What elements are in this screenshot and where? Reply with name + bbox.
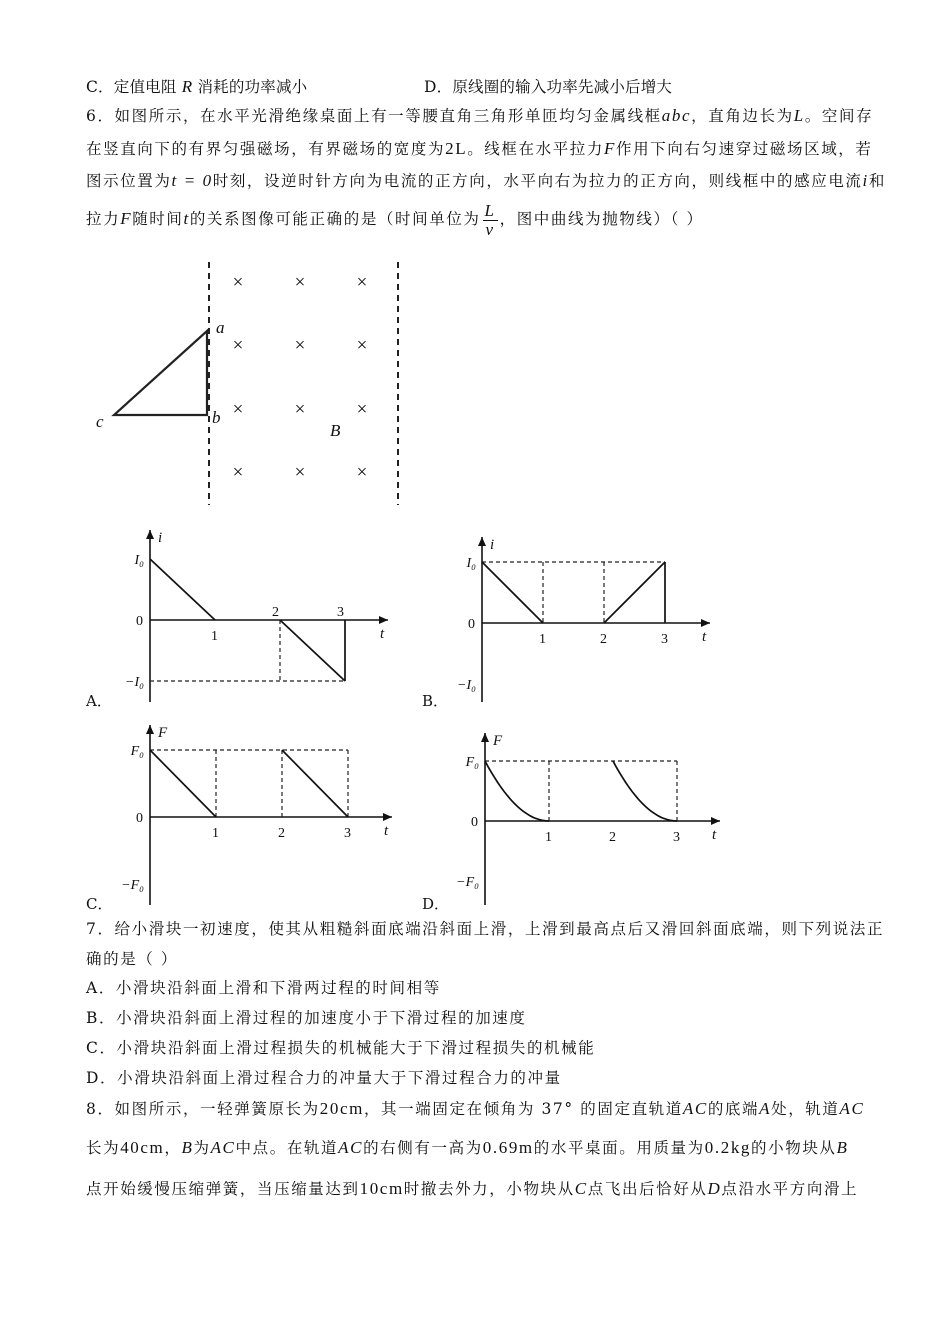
svg-text:×: × — [294, 335, 306, 356]
x-axis-arrow — [379, 616, 388, 624]
y-axis-arrow — [146, 530, 154, 539]
y-positive-label: I₀ — [466, 556, 476, 571]
option-b-label: B． — [422, 692, 449, 710]
q8-stem-line3: 点开始缓慢压缩弹簧，当压缩量达到10cm时撤去外力，小物块从C点飞出后恰好从D点沿水平方向滑上 — [86, 1179, 859, 1198]
y-negative-label: −I₀ — [457, 678, 476, 693]
x-tick-label: 2 — [600, 632, 607, 647]
origin-label: 0 — [136, 614, 143, 629]
vertex-c-label: c — [96, 412, 104, 431]
x-tick-label: 3 — [661, 632, 668, 647]
y-negative-label: −F₀ — [456, 875, 479, 890]
y-axis-label: i — [490, 537, 495, 553]
option-c-label: C． — [86, 895, 113, 913]
x-axis-label: t — [712, 827, 717, 843]
option-a-label: A． — [86, 692, 112, 710]
x-tick-label: 3 — [673, 830, 680, 845]
y-axis-label: F — [493, 733, 503, 749]
series-segment-1 — [150, 559, 215, 620]
x-tick-label: 3 — [337, 605, 344, 620]
y-axis-arrow — [478, 537, 486, 546]
option-d-label: D． — [422, 895, 450, 913]
q7-option-b: B．小滑块沿斜面上滑过程的加速度小于下滑过程的加速度 — [86, 1009, 527, 1027]
svg-text:×: × — [356, 399, 368, 420]
q8-stem-line1: 8．如图所示，一轻弹簧原长为20cm，其一端固定在倾角为 37° 的固定直轨道AC的底端A处，轨道AC — [86, 1099, 865, 1118]
series-segment-1 — [150, 750, 216, 817]
vertex-a-label: a — [216, 318, 225, 337]
x-tick-label: 2 — [272, 605, 279, 620]
x-tick-label: 2 — [609, 830, 616, 845]
series-segment-1 — [482, 562, 543, 623]
x-axis-arrow — [711, 817, 720, 825]
q5-option-d: D．原线圈的输入功率先减小后增大 — [424, 78, 673, 96]
q7-stem-line2: 确的是（ ） — [86, 950, 179, 968]
svg-text:×: × — [232, 399, 244, 420]
svg-text:×: × — [294, 272, 306, 293]
series-curve-2 — [613, 761, 677, 821]
q7-option-c: C．小滑块沿斜面上滑过程损失的机械能大于下滑过程损失的机械能 — [86, 1039, 596, 1057]
y-axis-arrow — [146, 725, 154, 734]
x-tick-label: 1 — [545, 830, 552, 845]
svg-text:×: × — [232, 462, 244, 483]
q7-option-a: A．小滑块沿斜面上滑和下滑两过程的时间相等 — [86, 979, 441, 997]
q7-stem-line1: 7．给小滑块一初速度，使其从粗糙斜面底端沿斜面上滑，上滑到最高点后又滑回斜面底端，则下列说法正 — [86, 920, 885, 938]
svg-text:×: × — [356, 272, 368, 293]
y-negative-label: −I₀ — [125, 675, 144, 690]
x-axis-label: t — [702, 629, 707, 645]
q6-stem-line2: 在竖直向下的有界匀强磁场，有界磁场的宽度为2L。线框在水平拉力F作用下向右匀速穿过磁场区域，若 — [86, 139, 873, 158]
vertex-b-label: b — [212, 408, 221, 427]
y-positive-label: F₀ — [130, 744, 144, 759]
q6-stem-line4: 拉力F随时间t的关系图像可能正确的是（时间单位为 $\frac{L}{v}$ ，图中曲线为抛物线）（ ） — [86, 200, 704, 239]
series-curve-1 — [485, 761, 549, 821]
q8-stem-line2: 长为40cm，B为AC中点。在轨道AC的右侧有一高为0.69m的水平桌面。用质量为0.2kg的小物块从B — [86, 1138, 849, 1157]
svg-text:×: × — [294, 399, 306, 420]
x-tick-label: 1 — [212, 826, 219, 841]
y-positive-label: I₀ — [134, 553, 144, 568]
q7-option-d: D．小滑块沿斜面上滑过程合力的冲量大于下滑过程合力的冲量 — [86, 1069, 562, 1087]
x-tick-label: 1 — [211, 629, 218, 644]
x-tick-label: 1 — [539, 632, 546, 647]
svg-text:×: × — [356, 335, 368, 356]
y-axis-label: i — [158, 530, 163, 546]
x-axis-arrow — [701, 619, 710, 627]
origin-label: 0 — [468, 617, 475, 632]
origin-label: 0 — [136, 811, 143, 826]
y-positive-label: F₀ — [465, 755, 479, 770]
q5-option-c: C．定值电阻 R 消耗的功率减小 — [86, 77, 308, 96]
series-segment-2 — [604, 562, 665, 623]
q6-stem-line3: 图示位置为t = 0时刻，设逆时针方向为电流的正方向，水平向右为拉力的正方向，则线框中的感应电流i和 — [86, 171, 886, 190]
series-segment-2 — [282, 750, 348, 817]
y-axis-label: F — [158, 725, 168, 741]
field-label-b: B — [330, 421, 341, 440]
svg-text:×: × — [232, 272, 244, 293]
x-tick-label: 3 — [344, 826, 351, 841]
x-axis-arrow — [383, 813, 392, 821]
y-negative-label: −F₀ — [121, 878, 144, 893]
svg-text:×: × — [232, 335, 244, 356]
x-axis-label: t — [384, 823, 389, 839]
x-tick-label: 2 — [278, 826, 285, 841]
time-unit-fraction: $\frac{L}{v}$ — [484, 200, 496, 239]
origin-label: 0 — [471, 815, 478, 830]
x-axis-label: t — [380, 626, 385, 642]
y-axis-arrow — [481, 733, 489, 742]
svg-text:×: × — [356, 462, 368, 483]
q6-stem-line1: 6．如图所示，在水平光滑绝缘桌面上有一等腰直角三角形单匝均匀金属线框abc，直角边长为L。空间存 — [86, 106, 874, 125]
svg-text:×: × — [294, 462, 306, 483]
series-segment-2 — [280, 620, 345, 681]
